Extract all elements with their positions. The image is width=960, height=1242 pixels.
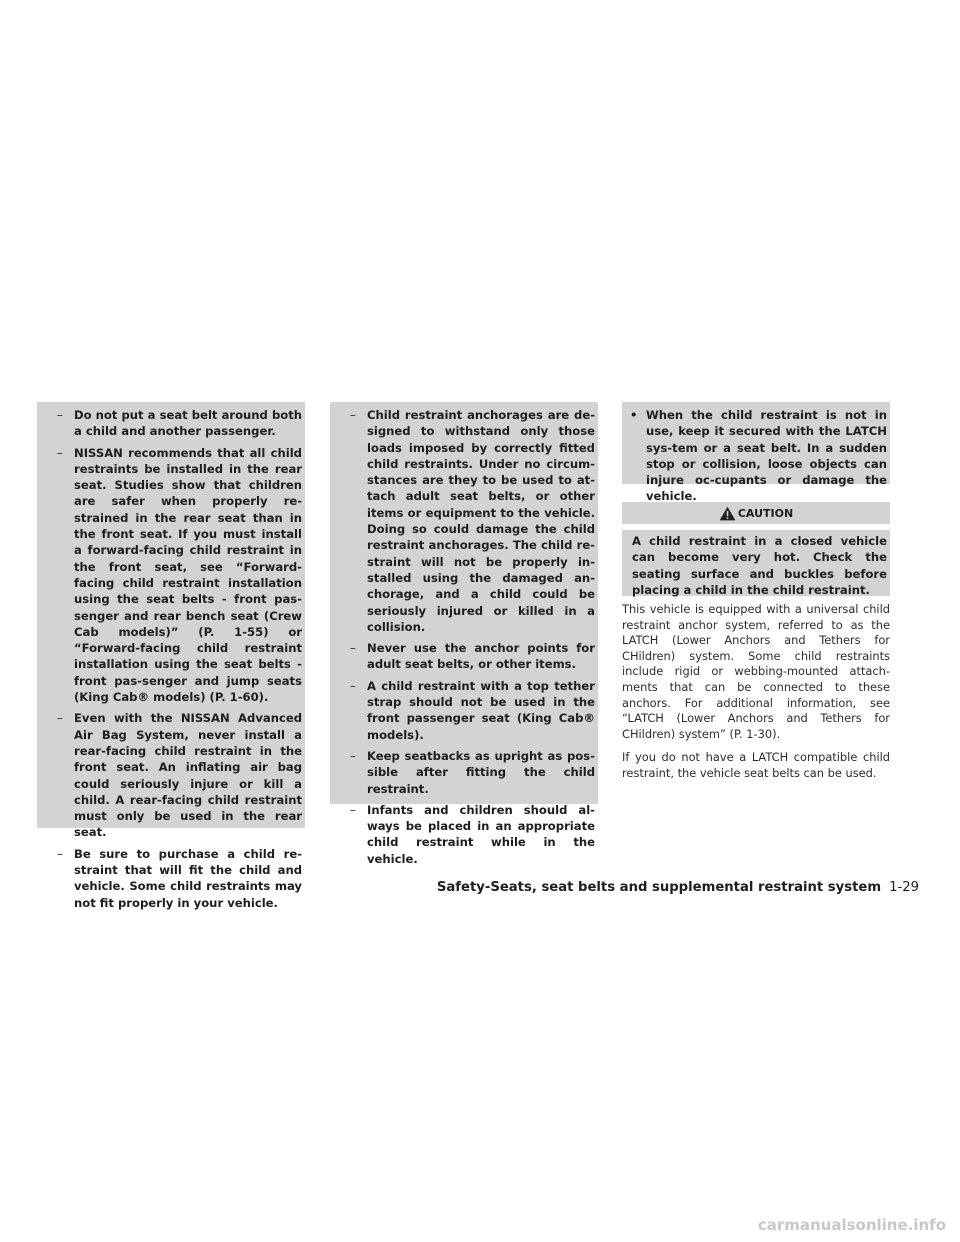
list-item [330, 640, 595, 673]
caution-box [622, 502, 890, 596]
list-item [37, 407, 302, 440]
list-item [330, 748, 595, 797]
dash-marker: – [350, 678, 356, 693]
warning-list-left [37, 407, 302, 911]
list-item-text: Never use the anchor points for adult seat belts, or other items. [367, 641, 595, 672]
list-item [622, 407, 887, 505]
list-item-text: Infants and children should al-ways be placed in an appropriate child restraint while in the vehicle. [367, 802, 595, 866]
list-item [37, 846, 302, 911]
dash-marker: – [350, 641, 356, 656]
list-item-text: Child restraint anchorages are de-signed to withstand only those loads imposed by correctly fitted child restraints. Under no circum-stances are they to be used to at-tach adult seat belts, or other items or equipment to the vehicle. Doing so could damage the child restraint anchorages. The child re-straint will not be properly in-stalled using the damaged an-chorage, and a child could be seriously injured or killed in a collision. [367, 408, 595, 634]
list-item-text: NISSAN recommends that all child restraints be installed in the rear seat. Studies show that children are safer when properly re-strained in the rear seat than in the front seat. If you must install a forward-facing child restraint in the front seat, see “Forward-facing child restraint installation using the seat belts - front pas-senger and rear bench seat (Crew Cab models)” (P. 1-55) or “Forward-facing child restraint installation using the seat belts - front pas-senger and jump seats (King Cab® models) (P. 1-60). [74, 445, 302, 705]
list-item [330, 802, 595, 867]
list-item-text: A child restraint with a top tether strap should not be used in the front passenger seat (King Cab® models). [367, 678, 595, 742]
page-footer [437, 880, 919, 895]
caution-triangle-icon [719, 506, 736, 521]
list-item-text: Be sure to purchase a child re-straint that will fit the child and vehicle. Some child restraints may not fit properly in your vehicle. [74, 846, 302, 910]
list-item [37, 445, 302, 706]
right-column [622, 402, 890, 782]
caution-header [622, 502, 890, 524]
dash-marker: – [350, 408, 356, 422]
section-title: Safety-Seats, seat belts and supplemental restraint system [436, 880, 882, 895]
list-item-text: Do not put a seat belt around both a child and another passenger. [74, 408, 302, 439]
dash-marker: – [57, 846, 63, 861]
caution-text-content: A child restraint in a closed vehicle can become very hot. Check the seating surface and buckles before placing a child in the child restraint. [632, 534, 887, 597]
warning-list-right [622, 407, 887, 505]
bullet-marker: • [630, 408, 638, 422]
caution-text [622, 530, 890, 596]
warning-list-middle [330, 407, 595, 867]
list-item [330, 407, 595, 635]
list-item-text: Keep seatbacks as upright as pos-sible after fitting the child restraint. [367, 748, 595, 796]
list-item-text: When the child restraint is not in use, keep it secured with the LATCH sys-tem or a seat belt. In a sudden stop or collision, loose objects can injure oc-cupants or damage the vehicle. [646, 408, 887, 504]
dash-marker: – [350, 802, 356, 817]
dash-marker: – [57, 711, 63, 726]
list-item [37, 710, 302, 840]
dash-marker: – [350, 748, 356, 763]
body-paragraph: This vehicle is equipped with a universal child restraint anchor system, referred to as the LATCH (Lower Anchors and Tethers for CHildren) system. Some child restraints include rigid or webbing-mounted attach-ments that can be connected to these anchors. For additional information, see “LATCH (Lower Anchors and Tethers for CHildren) system” (P. 1-30). [622, 602, 890, 741]
watermark: carmanualsonline.info [757, 1216, 946, 1234]
warning-box-right [622, 402, 890, 504]
body-paragraph: If you do not have a LATCH compatible child restraint, the vehicle seat belts can be used. [622, 750, 890, 780]
dash-marker: – [57, 408, 63, 422]
warning-box-left [37, 402, 305, 910]
list-item [330, 678, 595, 743]
dash-marker: – [57, 445, 63, 460]
list-item-text: Even with the NISSAN Advanced Air Bag System, never install a rear-facing child restraint in the front seat. An inflating air bag could seriously injure or kill a child. A rear-facing child restraint must only be used in the rear seat. [74, 711, 302, 840]
caution-label: CAUTION [737, 506, 794, 520]
warning-box-middle [330, 402, 598, 866]
page-number: 1-29 [889, 880, 919, 895]
